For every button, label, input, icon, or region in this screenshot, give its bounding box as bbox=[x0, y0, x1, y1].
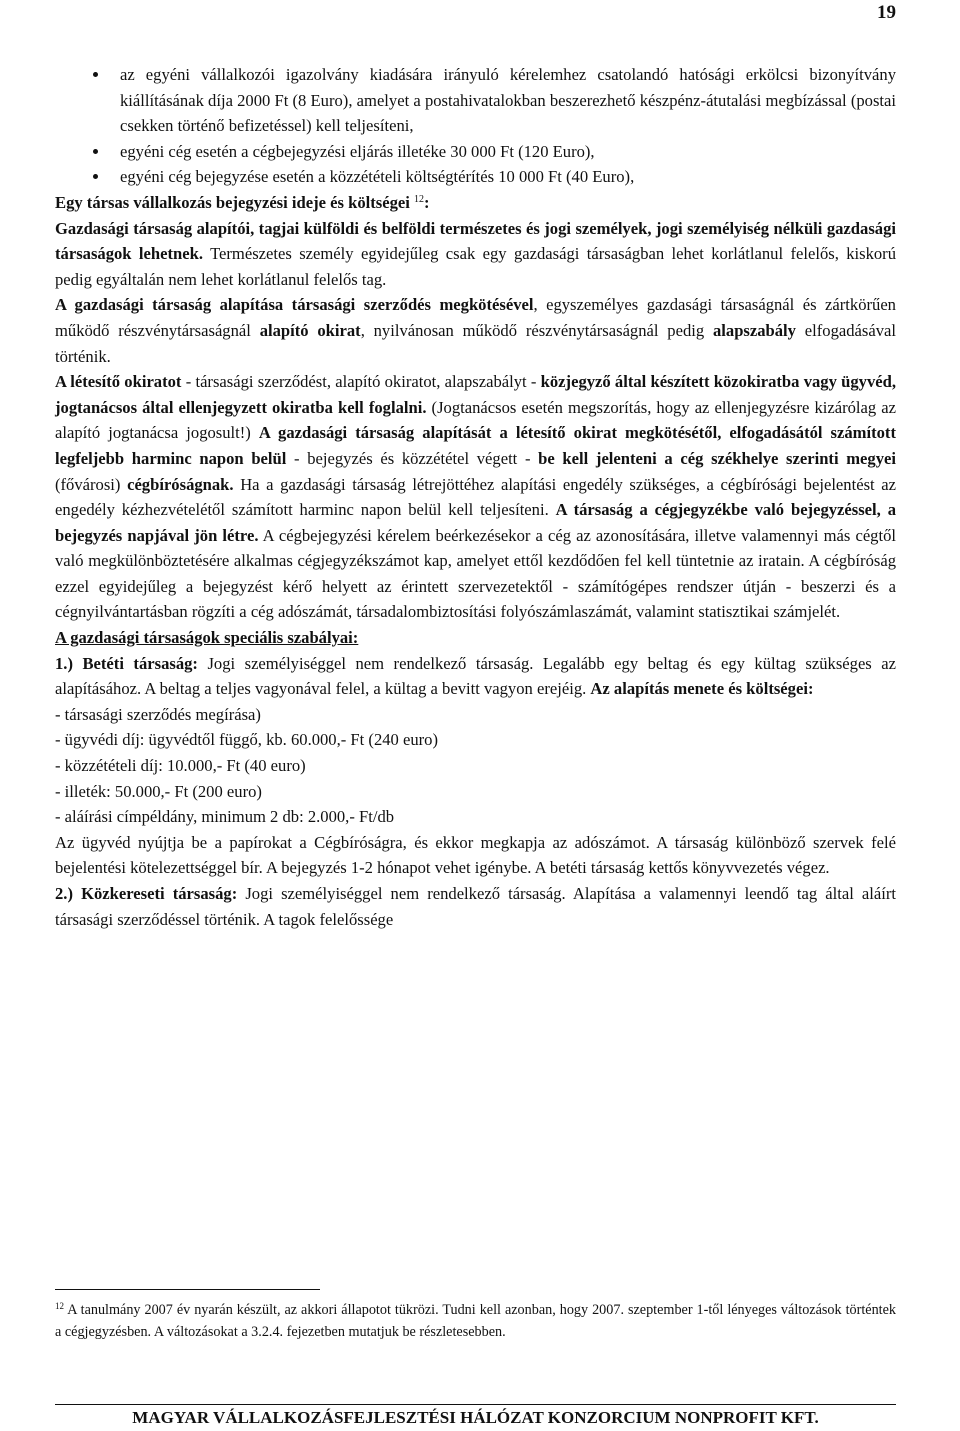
bold-text: közjegyző által készített közokiratba vagy ügyvéd, jogtanácsos által ellenjegyzett okiratba kell foglalni. bbox=[55, 372, 896, 417]
bullet-icon bbox=[93, 174, 98, 179]
bold-text: cégbíróságnak. bbox=[127, 474, 234, 494]
footnote bbox=[55, 1300, 896, 1343]
bold-text: alapító okirat bbox=[259, 320, 361, 340]
cost-item: - aláírási címpéldány, minimum 2 db: 2.000,- Ft/db bbox=[55, 807, 395, 827]
list-item bbox=[55, 164, 896, 190]
body-text: Természetes személy egyidejűleg csak egy gazdasági társaságban lehet korlátlanul felelős, kiskorú pedig egyáltalán nem lehet korlátlanul felelős tag. bbox=[55, 244, 897, 289]
paragraph-limited-partnership bbox=[55, 651, 896, 702]
list-item bbox=[55, 62, 896, 139]
cost-item: - társasági szerződés megírása) bbox=[55, 704, 261, 724]
paragraph-registration bbox=[55, 369, 896, 625]
page-footer: MAGYAR VÁLLALKOZÁSFEJLESZTÉSI HÁLÓZAT KONZORCIUM NONPROFIT KFT. bbox=[132, 1408, 819, 1427]
bold-text: Gazdasági társaság alapítói, tagjai külföldi és belföldi természetes és jogi személyek, jogi személyiség nélküli gazdasági társaságok lehetnek. bbox=[55, 218, 896, 264]
bold-text: be kell jelenteni a cég székhelye szerinti megyei bbox=[538, 448, 896, 468]
list-item-text: egyéni cég esetén a cégbejegyzési eljárás illetéke 30 000 Ft (120 Euro), bbox=[120, 141, 595, 161]
page-content bbox=[55, 62, 896, 932]
cost-item: - illeték: 50.000,- Ft (200 euro) bbox=[55, 781, 262, 801]
list-item-text: az egyéni vállalkozói igazolvány kiadására irányuló kérelemhez csatolandó hatósági erkölcsi bizonyítvány kiállításának díja 2000 Ft (8 Euro), amelyet a postahivatalokban beszerezhető készpénz-átutalási megbízással (postai csekken történő befizetéssel) kell teljesíteni, bbox=[120, 65, 896, 136]
body-text: Jogi személyiséggel nem rendelkező társaság. Legalább egy beltag és egy kültag szükséges az alapításához. A beltag a teljes vagyonával felel, a kültag a bevitt vagyon erejéig. bbox=[55, 653, 896, 699]
section-heading-text: A gazdasági társaságok speciális szabályai: bbox=[55, 628, 359, 648]
footnote-ref: 12 bbox=[414, 193, 425, 205]
body-text: (fővárosi) bbox=[55, 474, 128, 494]
body-text: A cégbejegyzési kérelem beérkezésekor a cég az azonosítására, illetve valamennyi más cégtől való megkülönböztetésére alkalmas cégjegyzékszámot kap, amelyet ettől kezdődően fel kell tüntetnie az iratain. A cégbíróság ezzel egyidejűleg a bejegyzést kérő helyett az érintett szervezetektől - számítógépes rendszer útján - beszerzi és a cégnyilvántartásban rögzíti a cég adószámát, társadalombiztosítási folyószámlaszámát, valamint statisztikai számjelét. bbox=[55, 525, 896, 622]
body-text: Jogi személyiséggel nem rendelkező társaság. Alapítása a valamennyi leendő tag által aláírt társasági szerződéssel történik. A tagok felelőssége bbox=[55, 884, 896, 929]
list-item bbox=[55, 139, 896, 165]
bold-text: A gazdasági társaság alapítása társasági szerződés megkötésével bbox=[55, 295, 534, 315]
list-item-text: egyéni cég bejegyzése esetén a közzétételi költségtérítés 10 000 Ft (40 Euro), bbox=[120, 167, 635, 187]
cost-list bbox=[55, 702, 896, 830]
paragraph-founding-docs bbox=[55, 292, 896, 369]
paragraph-lawyer: Az ügyvéd nyújtja be a papírokat a Cégbíróságra, és ekkor megkapja az adószámot. A társaság különböző szervek felé bejelentési kötelezettséggel bír. A bejegyzés 1-2 hónapot vehet igénybe. A betéti társaság kettős könyvvezetés végez. bbox=[55, 832, 896, 878]
body-text: - bejegyzés és közzététel végett - bbox=[286, 448, 539, 468]
heading-suffix: : bbox=[424, 192, 430, 212]
footnote-number: 12 bbox=[55, 1301, 64, 1311]
paragraph-general-partnership bbox=[55, 881, 896, 932]
paragraph-founders bbox=[55, 216, 896, 293]
bold-text: A társaság a cégjegyzékbe való bejegyzéssel, a bejegyzés napjával jön létre. bbox=[55, 500, 896, 545]
page-number: 19 bbox=[877, 2, 896, 23]
cost-item: - ügyvédi díj: ügyvédtől függő, kb. 60.000,- Ft (240 euro) bbox=[55, 730, 438, 750]
bold-text: A létesítő okiratot bbox=[55, 372, 182, 392]
bullet-icon bbox=[93, 149, 98, 154]
section-heading-special-rules bbox=[55, 625, 896, 651]
body-text: elfogadásával történik. bbox=[55, 320, 897, 366]
footer-divider bbox=[55, 1404, 896, 1405]
section-heading-costs bbox=[55, 190, 896, 216]
body-text: , nyilvánosan működő részvénytársaságnál pedig bbox=[360, 320, 713, 340]
cost-item: - közzétételi díj: 10.000,- Ft (40 euro) bbox=[55, 756, 306, 776]
footnote-divider bbox=[55, 1289, 320, 1290]
bullet-icon bbox=[93, 72, 98, 77]
bold-text: Az alapítás menete és költségei: bbox=[590, 679, 814, 699]
body-text: , egyszemélyes gazdasági társaságnál és zártkörűen működő részvénytársaságnál bbox=[55, 295, 896, 340]
bold-text: 2.) Közkereseti társaság: bbox=[55, 884, 238, 903]
body-text: Ha a gazdasági társaság létrejöttéhez alapítási engedély szükséges, a cégbírósági bejelentést az engedély kézhezvételétől számított harminc napon belül kell teljesíteni. bbox=[55, 474, 896, 520]
fee-bullet-list bbox=[55, 62, 896, 190]
body-text: - társasági szerződést, alapító okiratot, alapszabályt - bbox=[181, 372, 541, 392]
heading-text: Egy társas vállalkozás bejegyzési ideje és költségei bbox=[55, 192, 410, 212]
bold-text: 1.) Betéti társaság: bbox=[55, 653, 198, 673]
body-text: (Jogtanácsos esetén megszorítás, hogy az ellenjegyzésre kizárólag az alapító jogtanácsa jogosult!) bbox=[55, 397, 896, 443]
footnote-text: A tanulmány 2007 év nyarán készült, az akkori állapotot tükrözi. Tudni kell azonban, hogy 2007. szeptember 1-től lényeges változások történtek a cégjegyzésben. A változásokat a 3.2.4. fejezetben mutatjuk be részletesebben. bbox=[55, 1302, 896, 1340]
bold-text: A gazdasági társaság alapítását a létesítő okirat megkötésétől, elfogadásától számított legfeljebb harminc napon belül bbox=[55, 423, 896, 468]
bold-text: alapszabály bbox=[712, 320, 796, 340]
